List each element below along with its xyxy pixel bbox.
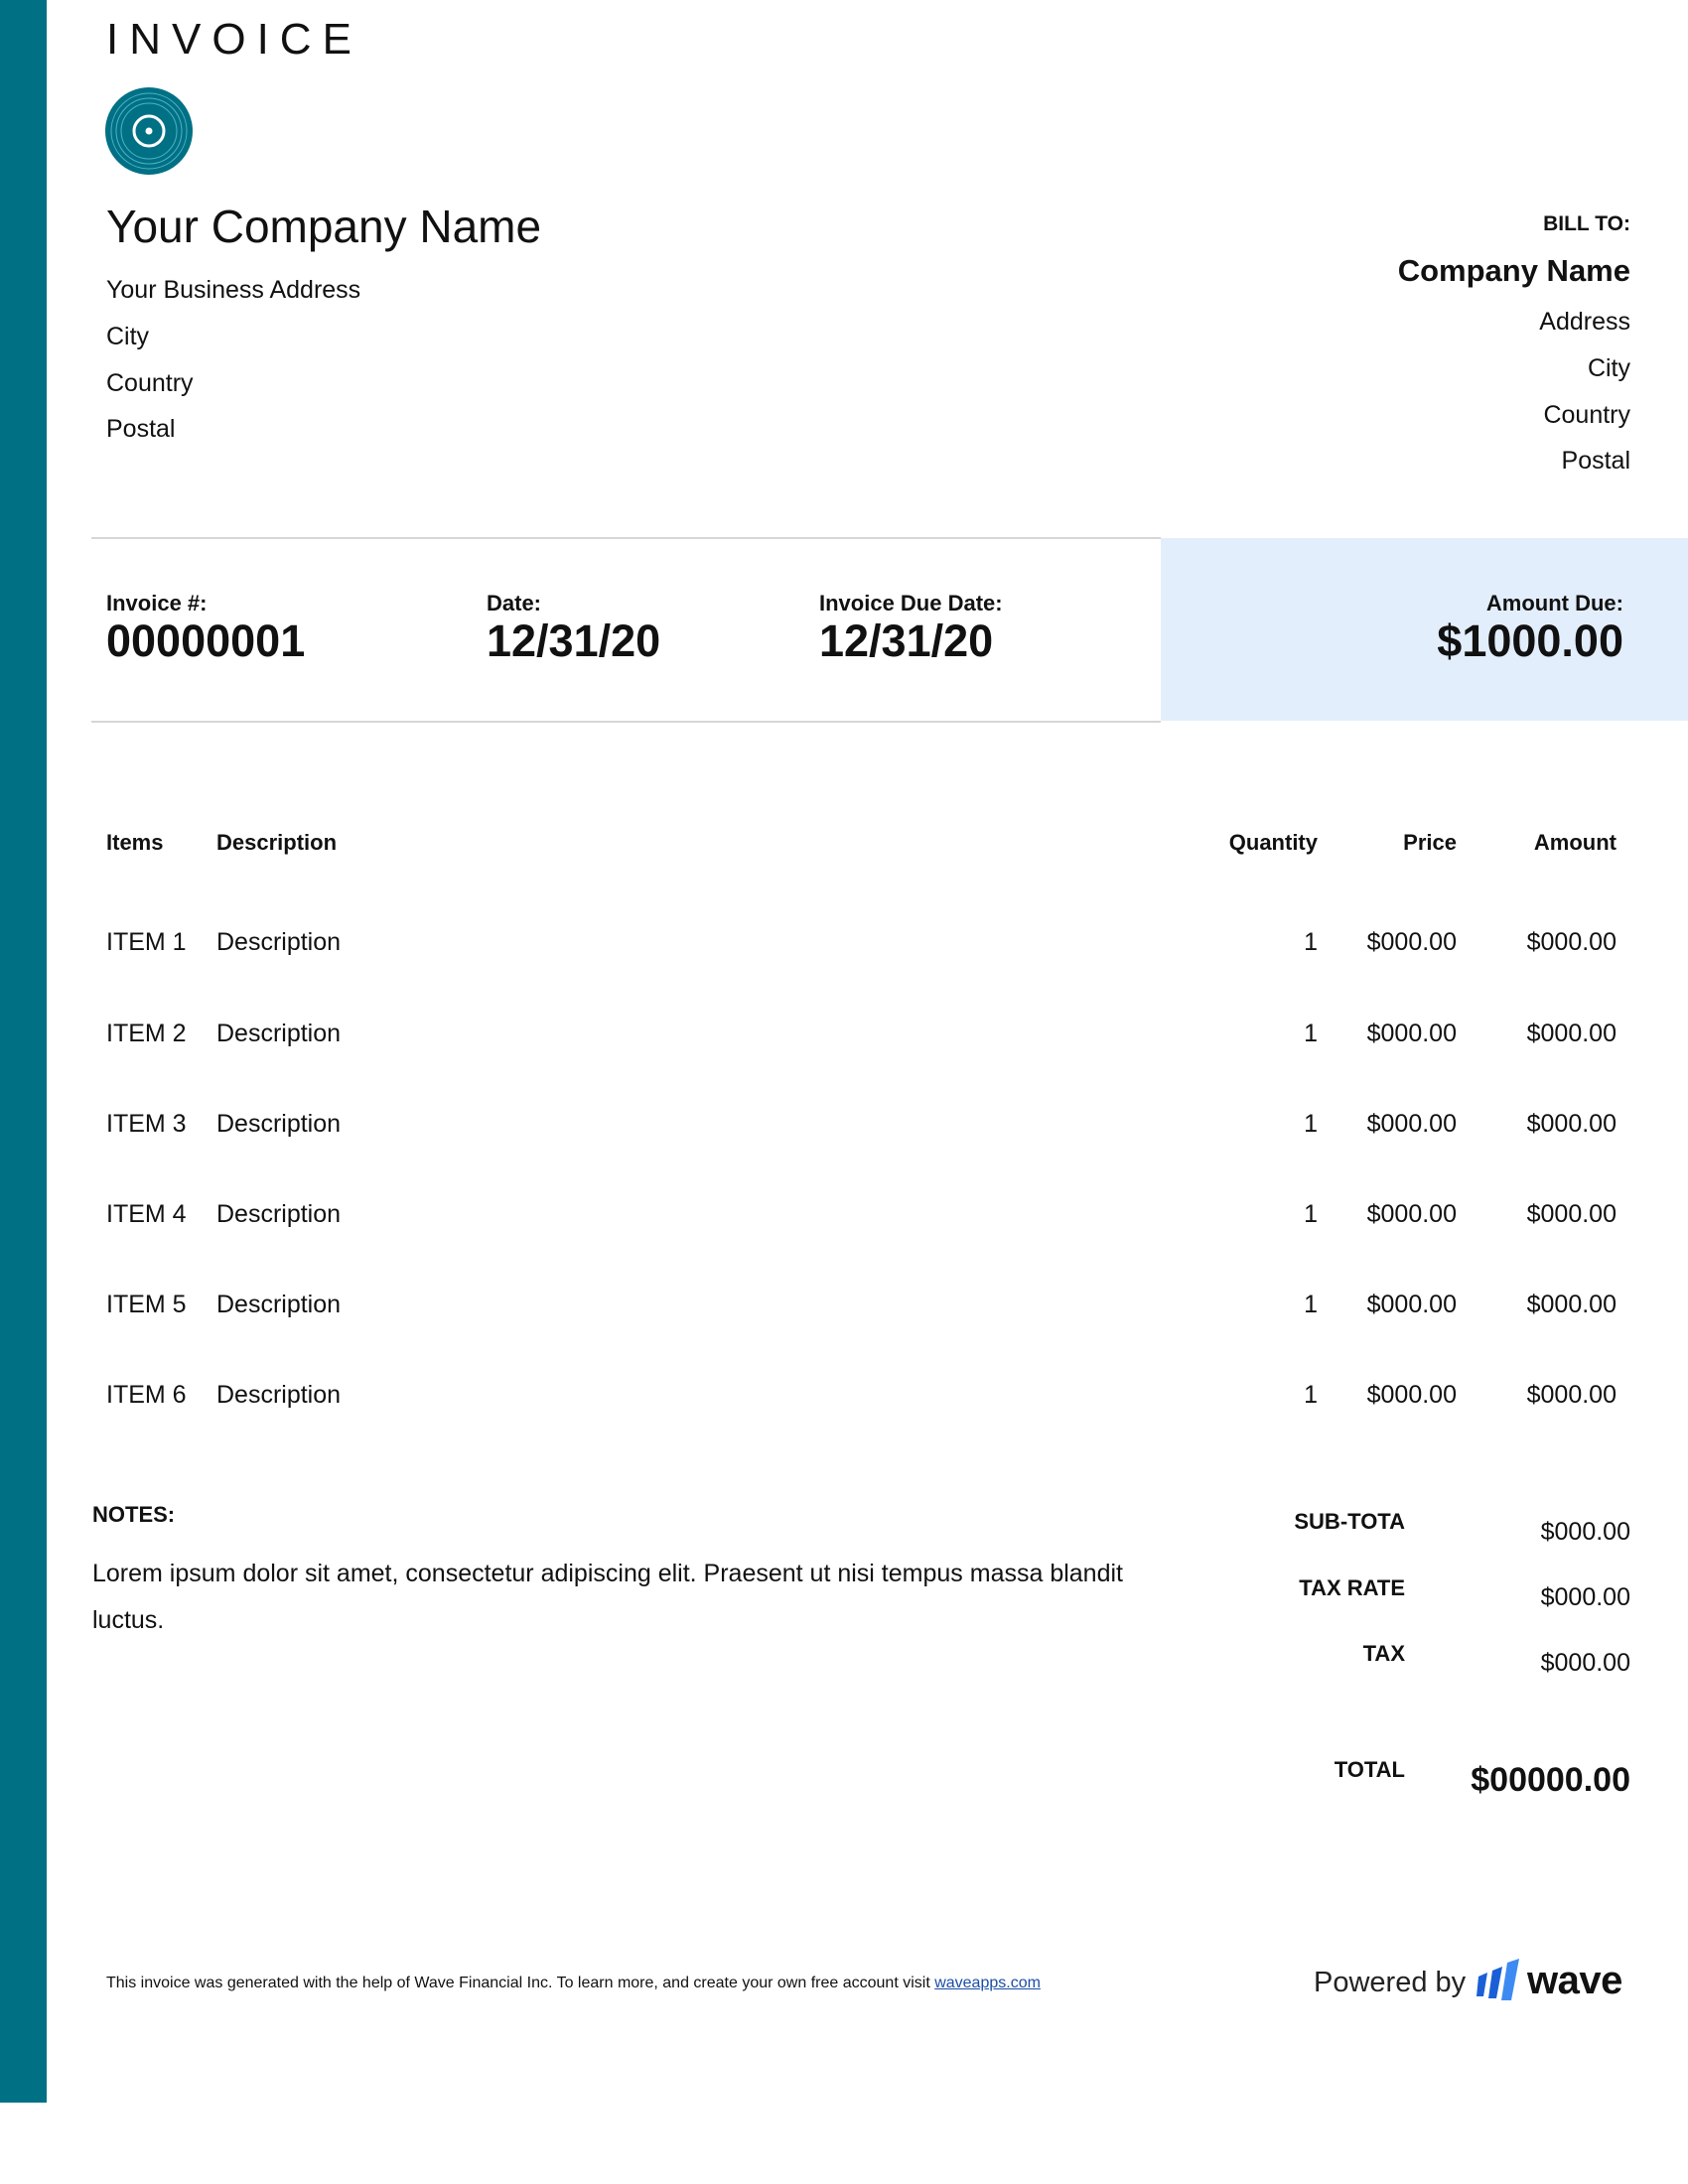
footer-text: This invoice was generated with the help of Wave Financial Inc. To learn more, and create your own free account visit	[106, 1975, 935, 1991]
notes-text: Lorem ipsum dolor sit amet, consectetur adipiscing elit. Praesent ut nisi tempus massa blandit luctus.	[92, 1560, 1123, 1634]
item-price: $000.00	[1366, 928, 1457, 956]
document-title: INVOICE	[106, 15, 362, 64]
column-header-items: Items	[106, 830, 164, 855]
item-quantity: 1	[1304, 1110, 1318, 1138]
sender-country: Country	[106, 369, 194, 397]
tax-value: $000.00	[1540, 1649, 1630, 1677]
powered-by-label: Powered by	[1314, 1967, 1467, 1998]
tax-rate-value: $000.00	[1540, 1583, 1630, 1611]
item-amount: $000.00	[1526, 1020, 1617, 1047]
footer-note	[106, 1973, 1041, 1994]
item-description: Description	[216, 1110, 342, 1138]
item-name: ITEM 5	[106, 1291, 187, 1318]
item-price: $000.00	[1366, 1020, 1457, 1047]
item-description: Description	[216, 1291, 342, 1318]
item-description: Description	[216, 1381, 342, 1409]
tax-rate-label: TAX RATE	[1299, 1575, 1405, 1600]
item-price: $000.00	[1366, 1110, 1457, 1138]
invoice-number: 00000001	[106, 615, 306, 666]
item-name: ITEM 6	[106, 1381, 187, 1409]
meta-top-divider	[91, 537, 1161, 539]
tax-label: TAX	[1362, 1641, 1405, 1666]
subtotal-label: SUB-TOTA	[1294, 1509, 1405, 1534]
accent-sidebar	[0, 0, 47, 2103]
item-amount: $000.00	[1526, 1110, 1617, 1138]
amount-due-label: Amount Due:	[1485, 591, 1623, 615]
item-amount: $000.00	[1526, 1200, 1617, 1228]
bill-to-city: City	[1587, 354, 1630, 382]
item-amount: $000.00	[1526, 1291, 1617, 1318]
item-price: $000.00	[1366, 1291, 1457, 1318]
invoice-date: 12/31/20	[487, 615, 661, 666]
sender-company-name: Your Company Name	[106, 201, 542, 252]
item-quantity: 1	[1304, 1200, 1318, 1228]
item-amount: $000.00	[1526, 1381, 1617, 1409]
date-label: Date:	[487, 591, 542, 615]
invoice-number-label: Invoice #:	[106, 591, 208, 615]
column-header-price: Price	[1403, 830, 1457, 855]
column-header-amount: Amount	[1533, 830, 1617, 855]
notes-label: NOTES:	[92, 1502, 176, 1527]
bill-to-country: Country	[1543, 401, 1630, 429]
item-name: ITEM 3	[106, 1110, 187, 1138]
sender-postal: Postal	[106, 415, 176, 443]
item-quantity: 1	[1304, 1020, 1318, 1047]
wave-brand-name: wave	[1527, 1959, 1622, 2002]
sender-address-line: Your Business Address	[106, 276, 361, 304]
item-name: ITEM 1	[106, 928, 187, 956]
item-price: $000.00	[1366, 1200, 1457, 1228]
item-quantity: 1	[1304, 1291, 1318, 1318]
bill-to-address: Address	[1539, 308, 1630, 336]
item-price: $000.00	[1366, 1381, 1457, 1409]
item-quantity: 1	[1304, 1381, 1318, 1409]
meta-bottom-divider	[91, 721, 1161, 723]
bill-to-company-name: Company Name	[1397, 253, 1630, 288]
amount-due: $1000.00	[1437, 615, 1623, 666]
item-description: Description	[216, 1200, 342, 1228]
total-value: $00000.00	[1471, 1761, 1630, 1799]
item-amount: $000.00	[1526, 928, 1617, 956]
item-name: ITEM 4	[106, 1200, 187, 1228]
subtotal-value: $000.00	[1540, 1518, 1630, 1546]
waveapps-link[interactable]: waveapps.com	[934, 1975, 1041, 1991]
bill-to-postal: Postal	[1561, 447, 1630, 475]
total-label: TOTAL	[1334, 1757, 1405, 1782]
column-header-quantity: Quantity	[1228, 830, 1318, 855]
due-date-label: Invoice Due Date:	[819, 591, 1003, 615]
sender-city: City	[106, 323, 150, 350]
vinyl-record-icon	[105, 87, 193, 175]
bill-to-label: BILL TO:	[1543, 212, 1630, 235]
wave-logo-icon	[1475, 1959, 1524, 2002]
item-description: Description	[216, 928, 342, 956]
item-description: Description	[216, 1020, 342, 1047]
item-quantity: 1	[1304, 928, 1318, 956]
due-date: 12/31/20	[819, 615, 994, 666]
column-header-description: Description	[216, 830, 338, 855]
item-name: ITEM 2	[106, 1020, 187, 1047]
